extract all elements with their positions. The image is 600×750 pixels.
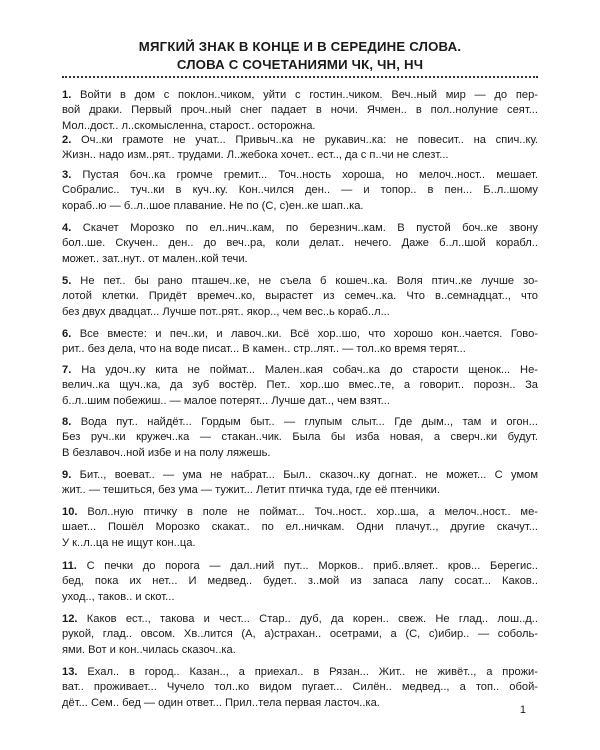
exercise-line: [62, 559, 538, 574]
page-title: [50, 38, 550, 74]
exercise-number: 11.: [62, 560, 77, 572]
exercise-line: [62, 430, 538, 445]
exercise-text: Все вместе: и печ..ки, и лавоч..ки. Всё хор..шо, что хорошо кон..чается. Гово-: [79, 328, 538, 340]
title-line-1: МЯГКИЙ ЗНАК В КОНЦЕ И В СЕРЕДИНЕ СЛОВА.: [138, 39, 462, 54]
exercise-text: В безлавоч..ной избе и на полу ляжешь.: [62, 446, 271, 459]
exercise-line: [62, 612, 538, 627]
exercise-text: велич..ка щуч..ка, да зуб востёр. Пет.. хор..шо вмес..те, а говорит.. порозн.. За: [62, 379, 538, 392]
exercise-line: [62, 574, 538, 589]
exercise-text: С печки до порога — дал..ний пут... Морков.. приб..вляет.. кров... Берегис..: [86, 560, 538, 572]
exercise-13: [62, 665, 538, 711]
exercise-text: Пустая боч..ка громче гремит... Точ..ность хороша, но мелоч..ност.. мешает.: [82, 169, 538, 181]
exercise-line: [62, 394, 538, 409]
exercise-line: [62, 536, 538, 551]
exercise-line: [62, 252, 538, 267]
exercise-line: [62, 483, 538, 498]
dotted-divider: [62, 76, 538, 78]
title-line-2: СЛОВА С СОЧЕТАНИЯМИ ЧК, ЧН, НЧ: [176, 57, 424, 72]
exercise-7: [62, 363, 538, 409]
exercise-5: [62, 274, 538, 320]
exercise-number: 5.: [62, 275, 72, 287]
exercise-text: ями. Вот и кон..чилась сказоч..ка.: [62, 643, 236, 656]
exercise-text: Оч..ки грамоте не учат... Привыч..ка не рукавич..ка: не повесит.. на спич..ку.: [80, 134, 539, 146]
exercise-number: 1.: [62, 89, 72, 101]
exercise-text: Вол..ную птичку в поле не поймат... Точ..ност.. хор..ша, а мелоч..ност.. ме-: [87, 506, 538, 518]
exercise-number: 3.: [62, 169, 72, 181]
exercise-9: [62, 468, 538, 499]
exercise-line: [62, 305, 538, 320]
exercise-number: 2.: [62, 134, 72, 146]
exercise-text: Без руч..ки кружеч..ка — стакан..чик. Была бы изба новая, а сверч..ки будут.: [62, 431, 538, 444]
exercise-line: [62, 342, 538, 357]
exercise-text: Ехал.. в город.. Казан.., а приехал.. в Рязан... Жит.. не живёт.., а прожи-: [87, 666, 538, 678]
exercise-line: [62, 415, 538, 430]
exercise-text: кораб..ю — б..л..шое плавание. Не по (С, с)ен..ке шап..ка.: [62, 199, 364, 212]
exercise-line: [62, 119, 538, 134]
exercise-text: бед, пока их нет... И медвед.. будет.. з..мой из запаса лапу сосат... Каков..: [62, 575, 538, 588]
exercise-number: 7.: [62, 364, 72, 376]
exercise-line: [62, 627, 538, 642]
exercise-number: 6.: [62, 328, 72, 340]
exercise-number: 13.: [62, 666, 78, 678]
exercise-text: бол..ше. Скучен.. ден.. до веч..ра, коли делат.. нечего. Даже б..л..шой корабл..: [62, 237, 538, 250]
exercise-line: [62, 148, 538, 163]
exercise-number: 10.: [62, 506, 78, 518]
exercise-line: [62, 363, 538, 378]
exercise-line: [62, 680, 538, 695]
exercise-line: [62, 183, 538, 198]
exercise-text: Скачет Морозко по ел..нич..кам, по березнич..кам. В пустой боч..ке звону: [82, 222, 538, 234]
exercise-line: [62, 327, 538, 342]
exercise-text: дёт... Сем.. бед — один ответ... Прил..тела первая ласточ..ка.: [62, 696, 380, 709]
exercise-text: Мол..дост.. л..скомысленна, старост.. осторожна.: [62, 119, 316, 132]
exercise-2: [62, 133, 538, 164]
exercise-line: [62, 289, 538, 304]
exercise-text: б..л..шим побежиш.. — малое потерят... Лучше дат.., чем взят...: [62, 394, 390, 407]
exercise-line: [62, 133, 538, 148]
exercise-text: У к..л..ца не ищут кон..ца.: [62, 536, 196, 549]
exercise-number: 9.: [62, 469, 72, 481]
exercise-text: рит.. без дела, что на воде писат... В камен.. стр..лят.. — тол..ко время терят...: [62, 343, 466, 356]
exercise-text: жит.. — тешиться, без ума — тужит... Летит птичка туда, где её птенчики.: [62, 484, 440, 497]
exercise-line: [62, 88, 538, 103]
exercise-text: ват.. проживает... Чучело тол..ко видом пугает... Силён.. медвед.., а топ.. обой-: [62, 681, 538, 694]
exercise-4: [62, 221, 538, 267]
exercise-1: [62, 88, 538, 134]
exercise-text: может.. зат..нут.. от мален..кой течи.: [62, 252, 248, 265]
exercise-line: [62, 520, 538, 535]
exercise-line: [62, 274, 538, 289]
exercise-text: Жизн.. надо изм..рят.. трудами. Л..жебока хочет.. ест.., да с п..чи не слезт...: [62, 149, 449, 162]
exercise-text: рукой, глад.. овсом. Хв..лится (А, а)страхан.. осетрами, а (С, с)ибир.. — соболь-: [62, 628, 538, 641]
exercise-line: [62, 378, 538, 393]
exercise-text: Вода пут.. найдёт... Гордым быт.. — глупым слыт... Где дым.., там и огон...: [80, 416, 538, 428]
exercise-line: [62, 590, 538, 605]
exercise-12: [62, 612, 538, 658]
exercise-line: [62, 446, 538, 461]
exercise-text: Не пет.. бы рано пташеч..ке, не съела б кошеч..ка. Воля птич..ке лучше зо-: [80, 275, 538, 287]
exercise-text: без двух двадцат... Лучше пот..рят.. якор.., чем вес..ь кораб..л...: [62, 305, 390, 318]
exercise-line: [62, 168, 538, 183]
exercise-8: [62, 415, 538, 461]
exercise-text: уход.., таков.. и скот...: [62, 590, 175, 603]
exercise-line: [62, 236, 538, 251]
exercise-text: Собралис.. туч..ки в куч..ку. Кон..чился ден.. — и топор.. в пен... Б..л..шому: [62, 184, 538, 197]
exercise-line: [62, 505, 538, 520]
exercise-line: [62, 103, 538, 118]
exercise-text: Войти в дом с поклон..чиком, уйти с гостин..чиком. Веч..ный мир — до пер-: [80, 89, 538, 101]
exercise-number: 8.: [62, 416, 72, 428]
exercise-11: [62, 559, 538, 605]
exercise-text: На удоч..ку кита не поймат... Мален..кая собач..ка до старости щенок... Не-: [81, 364, 538, 376]
exercise-number: 4.: [62, 222, 72, 234]
exercise-line: [62, 696, 538, 711]
exercise-line: [62, 468, 538, 483]
exercise-text: шает... Пошёл Морозко скакат.. по ел..ничкам. Одни плачут.., другие скачут...: [62, 521, 538, 534]
exercise-6: [62, 327, 538, 358]
exercise-line: [62, 199, 538, 214]
exercise-10: [62, 505, 538, 551]
exercise-text: Каков ест.., такова и чест... Стар.. дуб, да корен.. свеж. Не глад.. лош..д..: [86, 613, 538, 625]
page-number: 1: [519, 704, 526, 716]
exercise-text: Бит.., воеват.. — ума не набрат... Был.. сказоч..ку догнат.. не может... С умом: [79, 469, 538, 481]
exercise-line: [62, 643, 538, 658]
exercise-number: 12.: [62, 613, 78, 625]
exercise-line: [62, 221, 538, 236]
exercise-line: [62, 665, 538, 680]
exercise-3: [62, 168, 538, 214]
exercise-text: лотой клетки. Придёт времеч..ко, вырастет из семеч..ка. Что в..семнадцат.., что: [62, 290, 538, 303]
exercise-text: вой драки. Первый проч..ный снег падает в ночи. Ячмен.. в пол..нолуние сеят...: [62, 104, 538, 117]
